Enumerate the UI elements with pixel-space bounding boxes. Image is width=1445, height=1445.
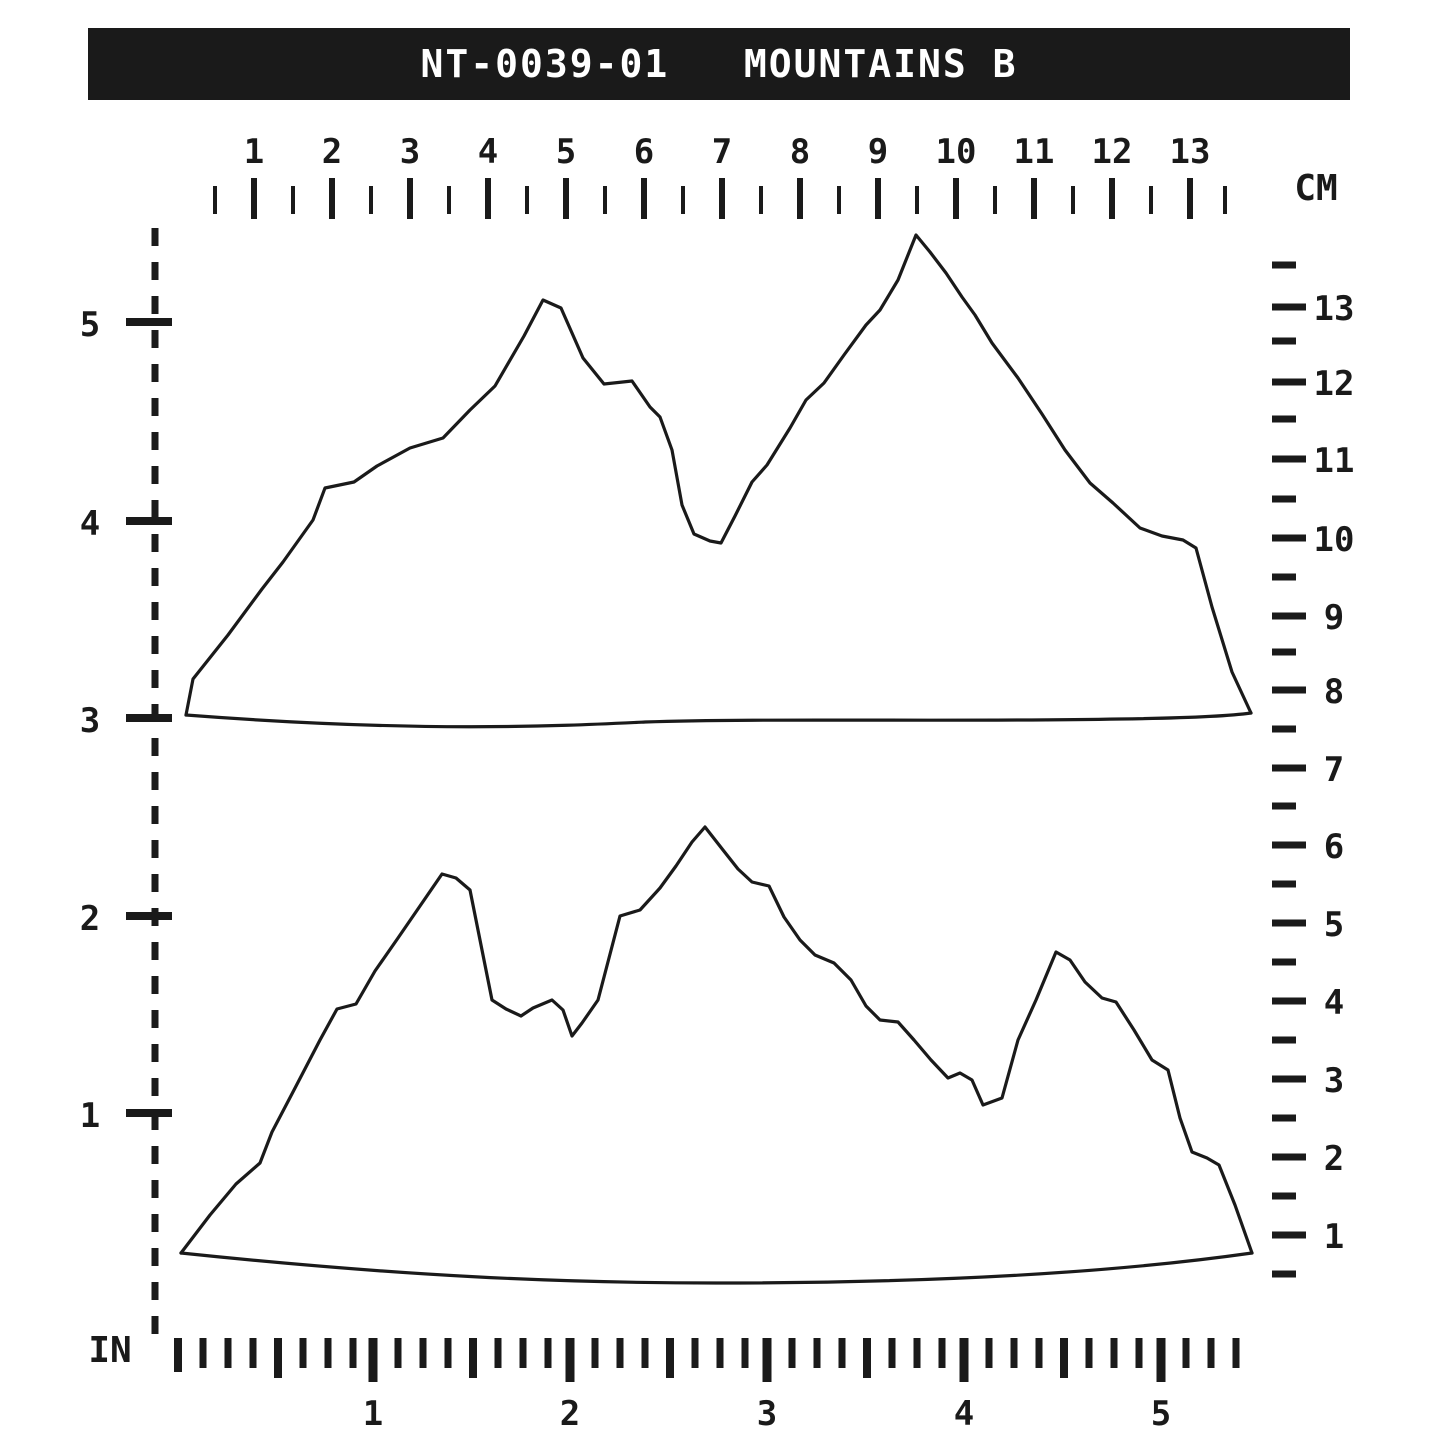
lower-base-path — [181, 1253, 1252, 1283]
top-cm-label-5: 5 — [555, 132, 577, 172]
right-cm-label-9: 9 — [1323, 598, 1345, 638]
top-cm-label-13: 13 — [1169, 132, 1211, 172]
upper-base-path — [186, 713, 1251, 727]
top-cm-label-9: 9 — [867, 132, 889, 172]
bottom-in-label-4: 4 — [953, 1394, 975, 1434]
bottom-in-label-3: 3 — [756, 1394, 778, 1434]
top-cm-label-10: 10 — [935, 132, 977, 172]
right-cm-ruler — [1272, 265, 1354, 1274]
top-unit-label-cm: CM — [1294, 168, 1338, 209]
top-cm-label-4: 4 — [477, 132, 499, 172]
right-cm-label-13: 13 — [1313, 289, 1355, 329]
right-cm-label-3: 3 — [1323, 1061, 1345, 1101]
bottom-in-label-2: 2 — [559, 1394, 581, 1434]
right-cm-label-4: 4 — [1323, 983, 1345, 1023]
top-cm-label-12: 12 — [1091, 132, 1133, 172]
left-in-label-5: 5 — [79, 305, 101, 345]
right-cm-label-11: 11 — [1313, 441, 1355, 481]
right-cm-label-7: 7 — [1323, 750, 1345, 790]
bottom-in-label-1: 1 — [362, 1394, 384, 1434]
top-cm-label-7: 7 — [711, 132, 733, 172]
top-cm-label-2: 2 — [321, 132, 343, 172]
top-ruler-ticks — [215, 178, 1225, 219]
right-cm-label-6: 6 — [1323, 827, 1345, 867]
right-cm-label-2: 2 — [1323, 1139, 1345, 1179]
right-cm-label-10: 10 — [1313, 520, 1355, 560]
bottom-inch-ruler — [88, 1330, 1236, 1434]
upper-ridge-path — [186, 235, 1251, 715]
top-cm-label-8: 8 — [789, 132, 811, 172]
top-cm-label-6: 6 — [633, 132, 655, 172]
right-cm-label-1: 1 — [1323, 1217, 1345, 1257]
lower-ridge-path — [181, 827, 1252, 1253]
right-cm-label-8: 8 — [1323, 672, 1345, 712]
top-cm-label-1: 1 — [243, 132, 265, 172]
bottom-unit-label-in: IN — [88, 1330, 132, 1371]
left-in-label-1: 1 — [79, 1096, 101, 1136]
top-cm-label-11: 11 — [1013, 132, 1055, 172]
left-in-label-3: 3 — [79, 701, 101, 741]
top-cm-ruler — [215, 132, 1338, 219]
left-inch-ruler — [80, 228, 172, 1334]
top-cm-label-3: 3 — [399, 132, 421, 172]
bottom-in-label-5: 5 — [1150, 1394, 1172, 1434]
right-cm-label-12: 12 — [1313, 364, 1355, 404]
lower-mountain-profile — [181, 827, 1252, 1283]
left-in-label-2: 2 — [79, 899, 101, 939]
upper-mountain-profile — [186, 235, 1251, 727]
page-title: NT-0039-01 MOUNTAINS B — [420, 42, 1018, 86]
left-in-label-4: 4 — [79, 504, 101, 544]
right-cm-label-5: 5 — [1323, 905, 1345, 945]
